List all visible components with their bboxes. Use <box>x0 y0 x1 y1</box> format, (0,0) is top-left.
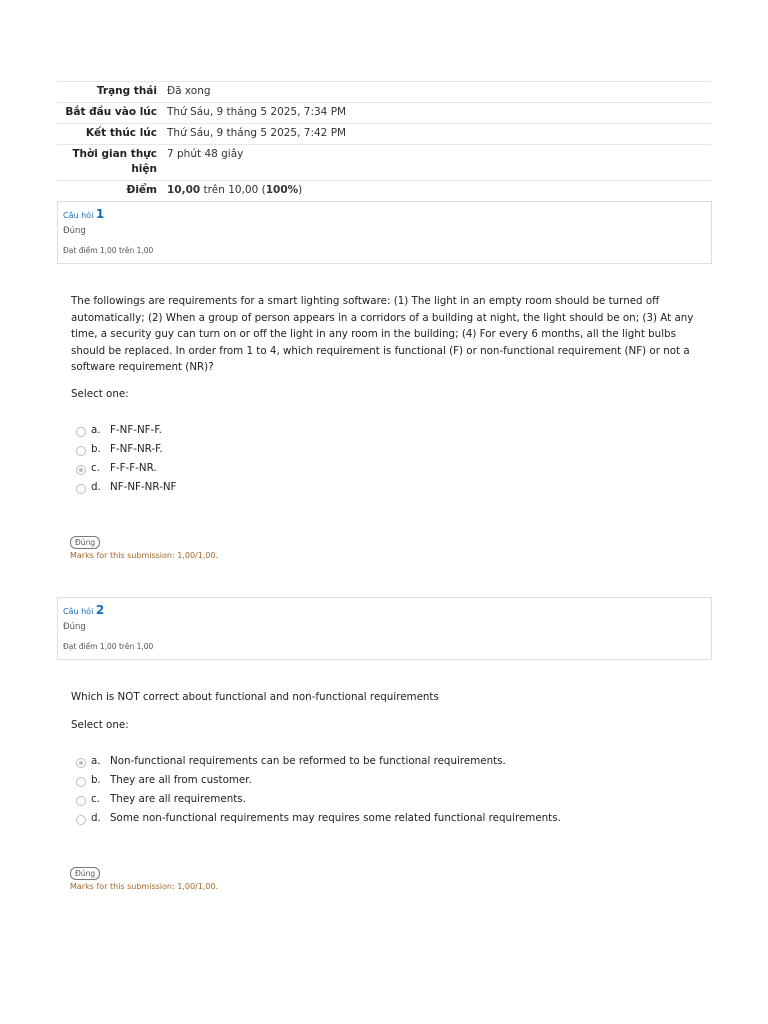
question-number-value: 2 <box>95 603 105 617</box>
option-letter: c. <box>91 462 100 474</box>
question-2-marks: Marks for this submission: 1,00/1,00. <box>70 882 219 891</box>
summary-row-started <box>57 103 711 124</box>
summary-value: Thứ Sáu, 9 tháng 5 2025, 7:34 PM <box>167 103 711 124</box>
question-1-info <box>57 201 712 264</box>
option-text: F-NF-NF-F. <box>110 424 162 436</box>
question-number-prefix: Câu hỏi <box>63 607 96 616</box>
question-number-prefix: Câu hỏi <box>63 211 96 220</box>
summary-label: Trạng thái <box>57 82 167 103</box>
radio-button[interactable] <box>76 796 86 806</box>
option-letter: a. <box>91 755 101 767</box>
summary-value: Thứ Sáu, 9 tháng 5 2025, 7:42 PM <box>167 124 711 145</box>
question-number-value: 1 <box>95 207 105 221</box>
option-letter: a. <box>91 424 101 436</box>
radio-button[interactable] <box>76 427 86 437</box>
radio-button[interactable] <box>76 777 86 787</box>
summary-label: Bắt đầu vào lúc <box>57 103 167 124</box>
grade-end: ) <box>298 184 303 196</box>
correct-badge: Đúng <box>70 536 100 549</box>
summary-row-duration <box>57 145 711 181</box>
summary-label: Kết thúc lúc <box>57 124 167 145</box>
option-text: Some non-functional requirements may requires some related functional requirements. <box>110 812 561 824</box>
question-state: Đúng <box>63 622 86 632</box>
summary-row-grade <box>57 181 711 202</box>
question-1-marks: Marks for this submission: 1,00/1,00. <box>70 551 219 560</box>
option-text: They are all from customer. <box>110 774 252 786</box>
summary-label: Điểm <box>57 181 167 202</box>
option-text: They are all requirements. <box>110 793 246 805</box>
attempt-summary-table <box>57 81 711 202</box>
question-state: Đúng <box>63 226 86 236</box>
radio-button-selected[interactable] <box>76 465 86 475</box>
option-letter: d. <box>91 812 101 824</box>
grade-score: 10,00 <box>167 184 201 196</box>
grade-mid: trên 10,00 ( <box>200 184 266 196</box>
question-2-prompt: Select one: <box>71 719 129 731</box>
summary-row-status <box>57 82 711 103</box>
option-text: Non-functional requirements can be reformed to be functional requirements. <box>110 755 506 767</box>
option-text: NF-NF-NR-NF <box>110 481 177 493</box>
option-letter: c. <box>91 793 100 805</box>
question-number <box>63 207 104 221</box>
summary-value: Đã xong <box>167 82 711 103</box>
question-grade: Đạt điểm 1,00 trên 1,00 <box>63 246 154 255</box>
question-1-text: The followings are requirements for a smart lighting software: (1) The light in an empty room should be turned off automatically; (2) When a group of person appears in a corridors of a building at night, the light should be on; (3) At any time, a security guy can turn on or off the light in any room in the building; (4) For every 6 months, all the light bulbs should be replaced. In order from 1 to 4, which requirement is functional (F) or non-functional requirement (NF) or not a software requirement (NR)? <box>71 295 694 373</box>
radio-button[interactable] <box>76 484 86 494</box>
question-1-prompt: Select one: <box>71 388 129 400</box>
question-number <box>63 603 104 617</box>
radio-button[interactable] <box>76 446 86 456</box>
grade-percent: 100% <box>265 184 299 196</box>
option-letter: b. <box>91 774 101 786</box>
summary-label: Thời gian thực hiện <box>57 145 167 181</box>
question-2-text: Which is NOT correct about functional and non-functional requirements <box>71 691 439 703</box>
summary-value: 7 phút 48 giây <box>167 145 711 181</box>
option-text: F-F-F-NR. <box>110 462 157 474</box>
option-text: F-NF-NR-F. <box>110 443 163 455</box>
summary-grade-value <box>167 181 711 202</box>
radio-button-selected[interactable] <box>76 758 86 768</box>
summary-row-completed <box>57 124 711 145</box>
correct-badge: Đúng <box>70 867 100 880</box>
option-letter: b. <box>91 443 101 455</box>
radio-button[interactable] <box>76 815 86 825</box>
question-grade: Đạt điểm 1,00 trên 1,00 <box>63 642 154 651</box>
question-2-info <box>57 597 712 660</box>
option-letter: d. <box>91 481 101 493</box>
